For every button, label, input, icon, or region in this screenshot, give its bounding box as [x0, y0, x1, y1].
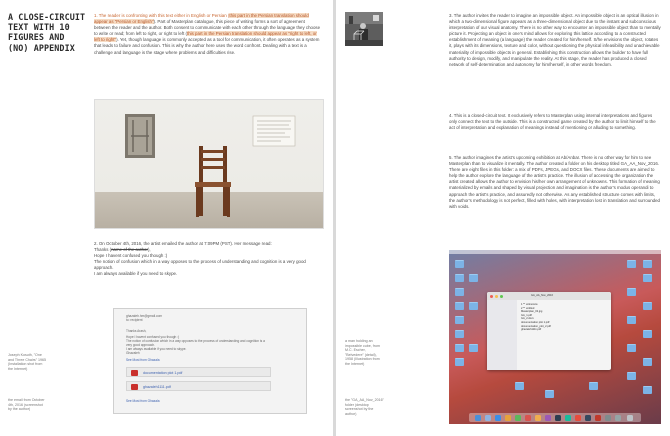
email-line-1: Hope I havent confused you though :) [126, 335, 180, 339]
paragraph-4: 4. This is a closed-circuit text. It exclusively refers to Masterplan using internal interpretations and figures only connect the text to the outside. This is a constructed game created by the author to limit himself to the act of interpretation and explanation of meanings instead of mentioning or alluding to something. [449, 113, 656, 131]
app-icon[interactable] [605, 415, 611, 421]
minimize-icon[interactable] [495, 295, 498, 298]
app-icon[interactable] [575, 415, 581, 421]
left-page [0, 0, 333, 436]
thanks-text: Thanks ( [94, 247, 112, 253]
escher-impossible-cube-image [345, 12, 383, 46]
finder-title: GA_AA_Nov_2016 [531, 293, 553, 297]
maximize-icon[interactable] [500, 295, 503, 298]
para1-text-a: 1. The reader is confronting with this text either in English or Persian ( [94, 13, 230, 18]
email-line-2: The notion of confusion which in a way opposes to the process of understanding and cognition is a [126, 339, 265, 343]
folder-icon[interactable] [469, 302, 478, 310]
app-icon[interactable] [505, 415, 511, 421]
safari-icon[interactable] [495, 415, 501, 421]
finder-app-icon[interactable] [475, 415, 481, 421]
email-signature: Ghazaleh [126, 351, 140, 355]
folder-icon[interactable] [643, 260, 652, 268]
email-body [126, 329, 296, 355]
file-row[interactable]: documentation plot 1.pdf [521, 320, 550, 324]
file-row[interactable]: GA_1.pdf [521, 313, 532, 317]
side-note-email: the email from October 4th, 2016 (screenshot by the author) [8, 398, 45, 412]
folder-icon[interactable] [455, 344, 464, 352]
folder-icon[interactable] [643, 386, 652, 394]
email-link-1[interactable]: See Most from Ghazala [126, 358, 160, 362]
file-row[interactable]: Masterplan_02.jpg [521, 310, 543, 314]
folder-icon[interactable] [627, 288, 636, 296]
folder-icon[interactable] [455, 288, 464, 296]
email-greeting: Thanks Arash, [126, 329, 147, 333]
folder-icon[interactable] [643, 302, 652, 310]
paragraph-3: 3. The author invites the reader to imagine an impossible object. An impossible object is an optical illusion in which a two-dimensional figure appears as a three-dimensional object due to the instant and subconscious interpretation of our visual anatomy. There is no other way to encounter an impossible object than to mentally picture it. Projecting an object in one's mind allows for exploring this lattice according to a constructed establishment of meaning (a language) the reader created for him/herself. S/he envisions the object, rotates it, plays with its dimensions, texture and color, without questioning the physical infeasibility and unachievable materiality of impossible objects in general. Establishing this construction allows the builder to have full authority to design, modify, and manipulate the reality. At this stage, the reader has produced a closed network of self-determination and autonomy for him/herself, in other words freedom. [449, 13, 661, 67]
folder-icon[interactable] [545, 390, 554, 398]
app-icon[interactable] [555, 415, 561, 421]
email-line-3: very good approach. [126, 343, 156, 347]
chairs-illustration [95, 100, 323, 228]
launchpad-icon[interactable] [485, 415, 491, 421]
folder-icon[interactable] [515, 382, 524, 390]
app-icon[interactable] [565, 415, 571, 421]
paragraph-5: 5. The author imagines the artist's upcoming exhibition at Ab/Anbar. There is no other way for him to see Masterplan than to visualize it mentally. The author created a folder on his desktop titled GA_AA_Nov_2016. There are eight files in this folder: a mix of PDFs, JPEGs, and DOCX files. These documents are aimed to help the author explore the language of the artist's practice. The illusion of accessing the organization the artist created allows the author to envision his/her own arrangement of unknowns. This formation of meaning materialized by emails and shaped by visual projection and imagination is the author's modus operandi to approach the artist's practice, and assuredly not otherwise. As any established structure comes with limits, the author's methodology is not perfect, filled with holes, with interpretation lost in translation and surrounded with voids. [449, 155, 660, 209]
dock [469, 413, 641, 422]
folder-icon[interactable] [455, 260, 464, 268]
app-icon[interactable] [595, 415, 601, 421]
folder-icon[interactable] [627, 372, 636, 380]
para1-text-c: ). Yet, though language is commonly accepted as a tool for communication, it often operates as a system that leads to failure and confusion. This is why the author here uses the word confront. Dealing with a text is a challenge and language is the stage where problems and difficulties rise. [94, 37, 320, 55]
folder-icon[interactable] [643, 274, 652, 282]
folder-icon[interactable] [643, 358, 652, 366]
email-screenshot [113, 308, 307, 414]
para2-line4: I am always available if you need to skype. [94, 271, 178, 277]
side-note-folder: the "GA_AA_Nov_2016" folder (desktop screenshot by the author) [345, 398, 384, 416]
folder-icon[interactable] [455, 302, 464, 310]
folder-icon[interactable] [627, 316, 636, 324]
file-row[interactable]: GA_2.docx [521, 317, 534, 321]
definition-panel [253, 116, 295, 146]
para1-highlight-a: this part in the Persian translation should appear as "Persian or English" [94, 13, 309, 25]
right-page [336, 0, 670, 436]
struck-author-name: name of the author [111, 247, 148, 253]
folder-icon[interactable] [469, 274, 478, 282]
app-icon[interactable] [585, 415, 591, 421]
para2-line3: The notion of confusion which in a way opposes to the process of understanding and cognition is a very good approach. [94, 259, 306, 271]
pdf-icon [131, 384, 138, 390]
wooden-chair [195, 146, 231, 217]
trash-icon[interactable] [627, 415, 633, 421]
folder-icon[interactable] [589, 382, 598, 390]
file-row[interactable]: ghazaleh1111.pdf [521, 328, 542, 332]
folder-icon[interactable] [627, 260, 636, 268]
attachment-1-label: documentation plot 1.pdf [143, 371, 183, 375]
email-from: ghazaleh.hm@gmail.com [126, 314, 163, 318]
folder-icon[interactable] [643, 330, 652, 338]
email-line-4: I am always available if you need to skype. [126, 347, 187, 351]
file-row[interactable]: 1 ** unknowns [521, 303, 538, 306]
thanks-end: ), [147, 247, 151, 253]
side-note-escher: a man holding an impossible cube, from M.C. Escher, "Belvedere" (detail), 1958 (Illustration from the Internet) [345, 339, 380, 366]
para1-text-b: ). Part of Masterplan catalogue, this piece of writing forms a sort of agreement between the reader and the author. Both consent to communicate with each other through the language they choose to write or read; from left to right, or right to left ( [94, 19, 321, 37]
email-link-2[interactable]: See Most from Ghazala [126, 399, 160, 403]
para2-line2: Hope I havent confused you though :) [94, 253, 168, 259]
folder-icon[interactable] [455, 274, 464, 282]
para2-intro: 2. On October 4th, 2016, the artist emailed the author at 7:09PM (PST). Her message read: [94, 241, 272, 246]
app-icon[interactable] [545, 415, 551, 421]
paragraph-2 [94, 241, 322, 278]
side-note-chairs: Joseph Kosuth, "One and Three Chairs" 1965 (Installation shot from the Internet) [8, 353, 46, 371]
page-title: A CLOSE-CIRCUIT TEXT WITH 10 FIGURES AND (NO) APPENDIX [8, 12, 86, 53]
attachment-2[interactable] [126, 381, 271, 391]
finder-sidebar[interactable] [487, 300, 517, 370]
chairs-installation-photo [94, 99, 324, 229]
para1-highlight-b: this part in the Persian translation should appear as "right to left, or left to right" [94, 31, 317, 43]
calendar-icon[interactable] [525, 415, 531, 421]
file-row[interactable]: 2 ** untitled [521, 306, 535, 310]
attachment-1[interactable] [126, 367, 271, 377]
folder-icon[interactable] [469, 344, 478, 352]
email-to: to: recipient [126, 318, 143, 322]
attachment-2-label: ghazaleh1111.pdf [143, 385, 171, 389]
folder-icon[interactable] [455, 330, 464, 338]
folder-stack-icon[interactable] [615, 415, 621, 421]
folder-icon[interactable] [455, 358, 464, 366]
folder-icon[interactable] [455, 316, 464, 324]
paragraph-1 [94, 13, 322, 56]
menu-bar [449, 250, 661, 254]
desktop-screenshot [449, 250, 661, 424]
finder-window[interactable] [487, 292, 611, 370]
impossible-cube-illustration [345, 12, 383, 46]
folder-icon[interactable] [627, 344, 636, 352]
notes-icon[interactable] [535, 415, 541, 421]
finder-file-list [521, 303, 609, 332]
pdf-icon [131, 370, 138, 376]
file-row[interactable]: documentation_plot_2.pdf [521, 324, 551, 328]
messages-icon[interactable] [515, 415, 521, 421]
close-icon[interactable] [490, 295, 493, 298]
finder-titlebar[interactable] [487, 292, 611, 300]
